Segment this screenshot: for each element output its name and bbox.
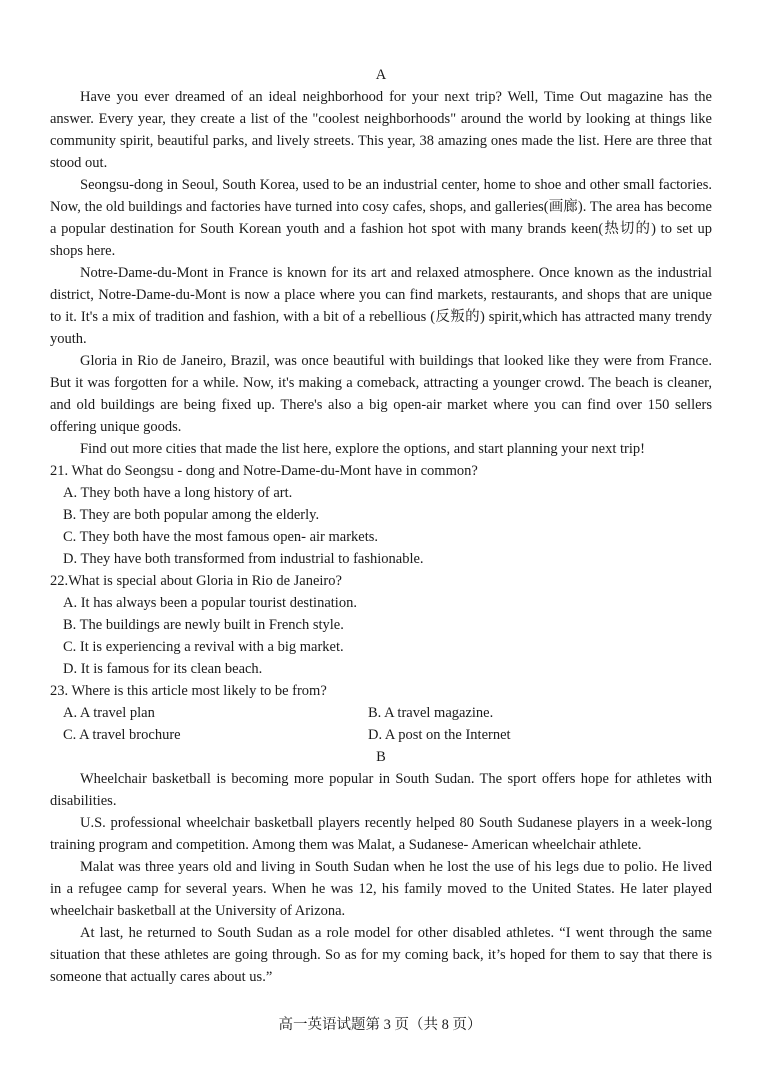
passage-b-paragraph-3: Malat was three years old and living in South Sudan when he lost the use of his legs due to polio. He lived in a refugee camp for several years. When he was 12, his family moved to the United States. He later played wheelchair basketball at the University of Arizona. bbox=[50, 859, 712, 919]
question-22-option-d: D. It is famous for its clean beach. bbox=[63, 661, 263, 677]
question-23-options-row-1 bbox=[50, 702, 712, 724]
question-23-option-d: D. A post on the Internet bbox=[368, 727, 511, 743]
question-23-option-a: A. A travel plan bbox=[63, 705, 155, 721]
passage-b-paragraph-2: U.S. professional wheelchair basketball players recently helped 80 South Sudanese players in a week-long training program and competition. Among them was Malat, a Sudanese- American wheelchair athlete. bbox=[50, 815, 712, 853]
question-21-stem: 21. What do Seongsu - dong and Notre-Dame-du-Mont have in common? bbox=[50, 463, 478, 479]
question-23-options-row-2 bbox=[50, 724, 712, 746]
passage-a-paragraph-5: Find out more cities that made the list here, explore the options, and start planning your next trip! bbox=[80, 441, 645, 457]
question-22-option-a: A. It has always been a popular tourist destination. bbox=[63, 595, 357, 611]
question-21-option-c: C. They both have the most famous open- air markets. bbox=[63, 529, 379, 545]
section-a-title: A bbox=[375, 67, 387, 83]
passage-b-paragraph-4: At last, he returned to South Sudan as a role model for other disabled athletes. “I went through the same situation that these athletes are going through. So as for my coming back, it’s hoped for them to say that there is someone that actually cares about us.” bbox=[50, 925, 712, 985]
passage-a-paragraph-3: Notre-Dame-du-Mont in France is known for its art and relaxed atmosphere. Once known as the industrial district, Notre-Dame-du-Mont is now a place where you can find markets, restaurants, and shops that are unique to it. It's a mix of tradition and fashion, with a bit of a rebellious (反叛的) spirit,which has attracted many trendy youth. bbox=[50, 265, 712, 347]
passage-a-paragraph-2: Seongsu-dong in Seoul, South Korea, used to be an industrial center, home to shoe and other small factories. Now, the old buildings and factories have turned into cosy cafes, shops, and galleries(画廊). The area has become a popular destination for South Korean youth and a fashion hot spot with many brands keen(热切的) to set up shops here. bbox=[50, 177, 712, 259]
question-22-stem: 22.What is special about Gloria in Rio de Janeiro? bbox=[50, 573, 342, 589]
section-b-title: B bbox=[376, 749, 386, 765]
question-21-option-b: B. They are both popular among the elderly. bbox=[63, 507, 320, 523]
question-23-option-b: B. A travel magazine. bbox=[368, 705, 494, 721]
question-22-option-b: B. The buildings are newly built in French style. bbox=[63, 617, 344, 633]
exam-page bbox=[50, 64, 712, 988]
question-23-stem: 23. Where is this article most likely to be from? bbox=[50, 683, 327, 699]
passage-a-paragraph-4: Gloria in Rio de Janeiro, Brazil, was once beautiful with buildings that looked like they were from France. But it was forgotten for a while. Now, it's making a comeback, attracting a younger crowd. The beach is cleaner, and old buildings are being fixed up. There's also a big open-air market where you can find over 150 sellers offering unique goods. bbox=[50, 353, 712, 435]
passage-b-paragraph-1: Wheelchair basketball is becoming more popular in South Sudan. The sport offers hope for athletes with disabilities. bbox=[50, 771, 712, 809]
question-22-option-c: C. It is experiencing a revival with a big market. bbox=[63, 639, 344, 655]
page-footer: 高一英语试题第 3 页（共 8 页） bbox=[278, 1017, 482, 1033]
passage-a-paragraph-1: Have you ever dreamed of an ideal neighborhood for your next trip? Well, Time Out magazine has the answer. Every year, they create a list of the "coolest neighborhoods" around the world by looking at things like community spirit, beautiful parks, and lively streets. This year, 38 amazing ones made the list. Here are three that stood out. bbox=[50, 89, 712, 171]
question-21-option-a: A. They both have a long history of art. bbox=[63, 485, 293, 501]
question-23-option-c: C. A travel brochure bbox=[63, 727, 181, 743]
question-21-option-d: D. They have both transformed from industrial to fashionable. bbox=[63, 551, 424, 567]
